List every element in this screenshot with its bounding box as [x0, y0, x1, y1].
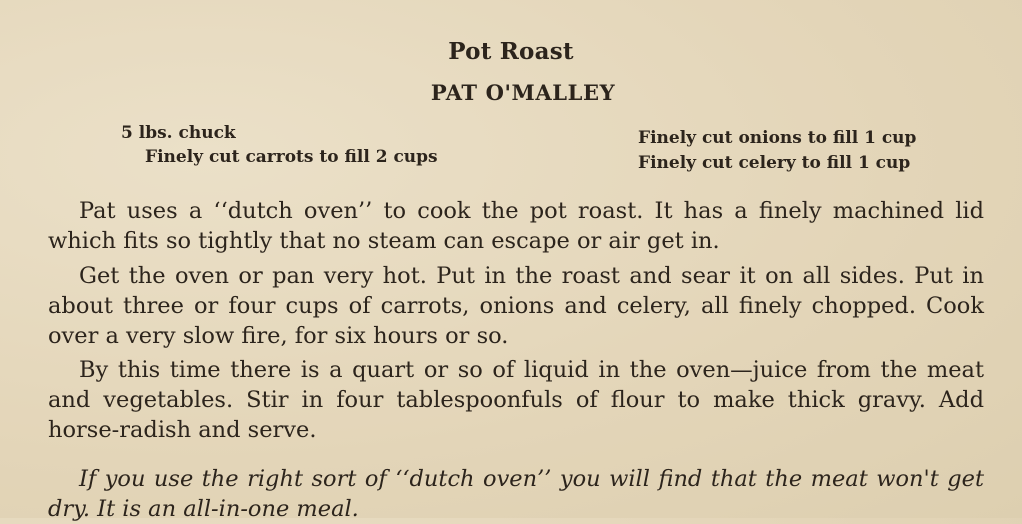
- recipe-note: If you use the right sort of ‘‘dutch oven’’ you will find that the meat won't get dry. It is an all-in-one meal.: [48, 466, 984, 522]
- ingredient-onions: Finely cut onions to fill 1 cup: [638, 128, 917, 148]
- recipe-title: Pot Roast: [448, 38, 574, 65]
- ingredient-celery: Finely cut celery to fill 1 cup: [638, 153, 911, 173]
- paragraph-dutch-oven: Pat uses a ‘‘dutch oven’’ to cook the pot roast. It has a finely machined lid which fits so tightly that no steam can escape or air get in.: [48, 198, 984, 254]
- paragraph-searing: Get the oven or pan very hot. Put in the roast and sear it on all sides. Put in about three or four cups of carrots, onions and celery, all finely chopped. Cook over a very slow fire, for six hours or so.: [48, 263, 984, 349]
- recipe-author: PAT O'MALLEY: [430, 80, 616, 105]
- ingredient-chuck: 5 lbs. chuck: [121, 123, 236, 143]
- paragraph-gravy: By this time there is a quart or so of liquid in the oven—juice from the meat and vegetables. Stir in four tablespoonfuls of flour to make thick gravy. Add horse-radish and serve.: [48, 357, 984, 443]
- ingredient-carrots: Finely cut carrots to fill 2 cups: [145, 147, 438, 167]
